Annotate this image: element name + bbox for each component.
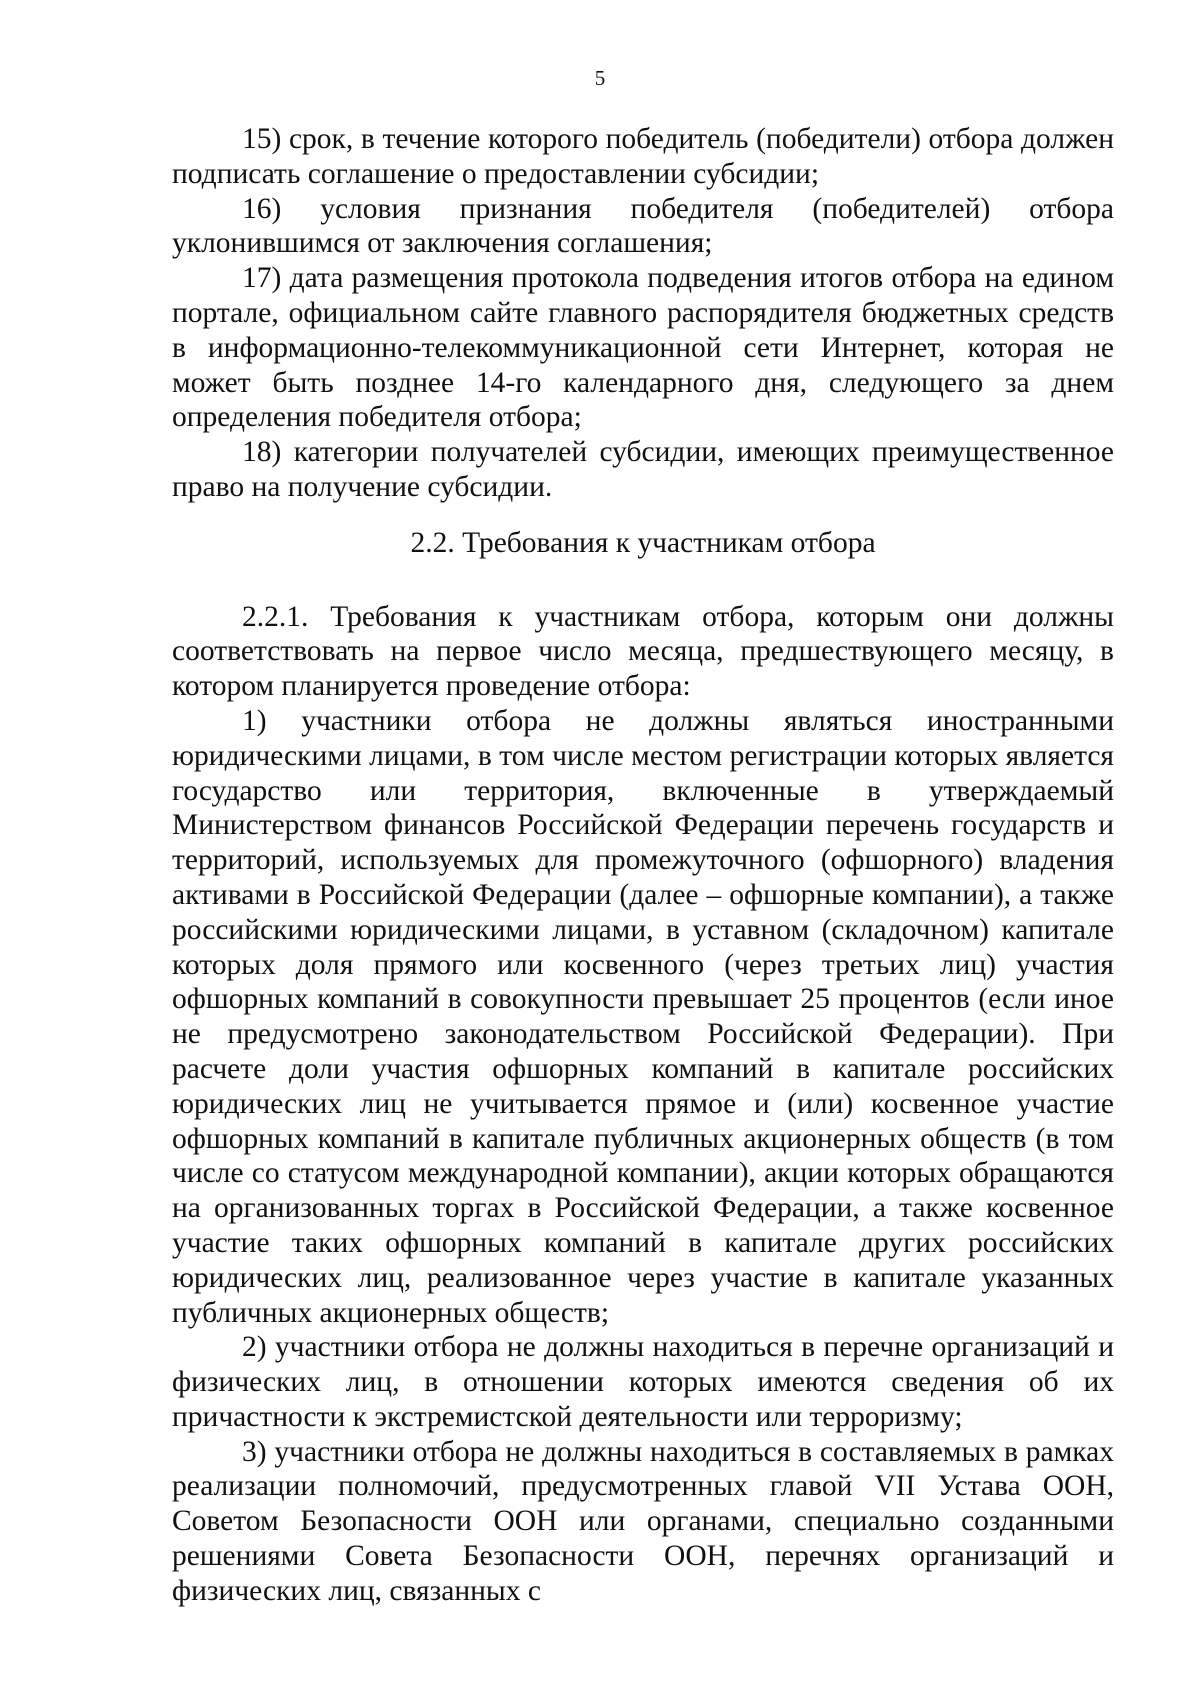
list-item-16: 16) условия признания победителя (победителей) отбора уклонившимся от заключения соглашения; [172, 192, 1114, 260]
list-item-18: 18) категории получателей субсидии, имеющих преимущественное право на получение субсидии. [172, 436, 1114, 503]
requirement-item-2: 2) участники отбора не должны находиться в перечне организаций и физических лиц, в отношении которых имеются сведения об их причастности к экстремистской деятельности или терроризму; [172, 1331, 1114, 1433]
page-number: 5 [594, 66, 606, 90]
requirement-item-1: 1) участники отбора не должны являться иностранными юридическими лицами, в том числе местом регистрации которых является государство или территория, включенные в утверждаемый Министерством финансов Российской Федерации перечень государств и территорий, используемых для промежуточного (офшорного) владения активами в Российской Федерации (далее – офшорные компании), а также российскими юридическими лицами, в уставном (складочном) капитале которых доля прямого или косвенного (через третьих лиц) участия офшорных компаний в совокупности превышает 25 процентов (если иное не предусмотрено законодательством Российской Федерации). При расчете доли участия офшорных компаний в капитале российских юридических лиц не учитывается прямое и (или) косвенное участие офшорных компаний в капитале публичных акционерных обществ (в том числе со статусом международной компании), акции которых обращаются на организованных торгах в Российской Федерации, а также косвенное участие таких офшорных компаний в капитале других российских юридических лиц, реализованное через участие в капитале указанных публичных акционерных обществ; [172, 704, 1114, 1329]
requirement-item-3: 3) участники отбора не должны находиться в составляемых в рамках реализации полномочий, предусмотренных главой VII Устава ООН, Советом Безопасности ООН или органами, специально созданными решениями Совета Безопасности ООН, перечнях организаций и физических лиц, связанных с [172, 1435, 1114, 1607]
document-body [172, 122, 1114, 1609]
subsection-2-2-1: 2.2.1. Требования к участникам отбора, которым они должны соответствовать на первое число месяца, предшествующего месяцу, в котором планируется проведение отбора: [172, 600, 1114, 703]
section-heading: 2.2. Требования к участникам отбора [410, 526, 876, 559]
list-item-15: 15) срок, в течение которого победитель (победители) отбора должен подписать соглашение о предоставлении субсидии; [172, 123, 1114, 190]
list-item-17: 17) дата размещения протокола подведения итогов отбора на едином портале, официальном сайте главного распорядителя бюджетных средств в информационно-телекоммуникационной сети Интернет, которая не может быть позднее 14-го календарного дня, следующего за днем определения победителя отбора; [172, 262, 1114, 434]
